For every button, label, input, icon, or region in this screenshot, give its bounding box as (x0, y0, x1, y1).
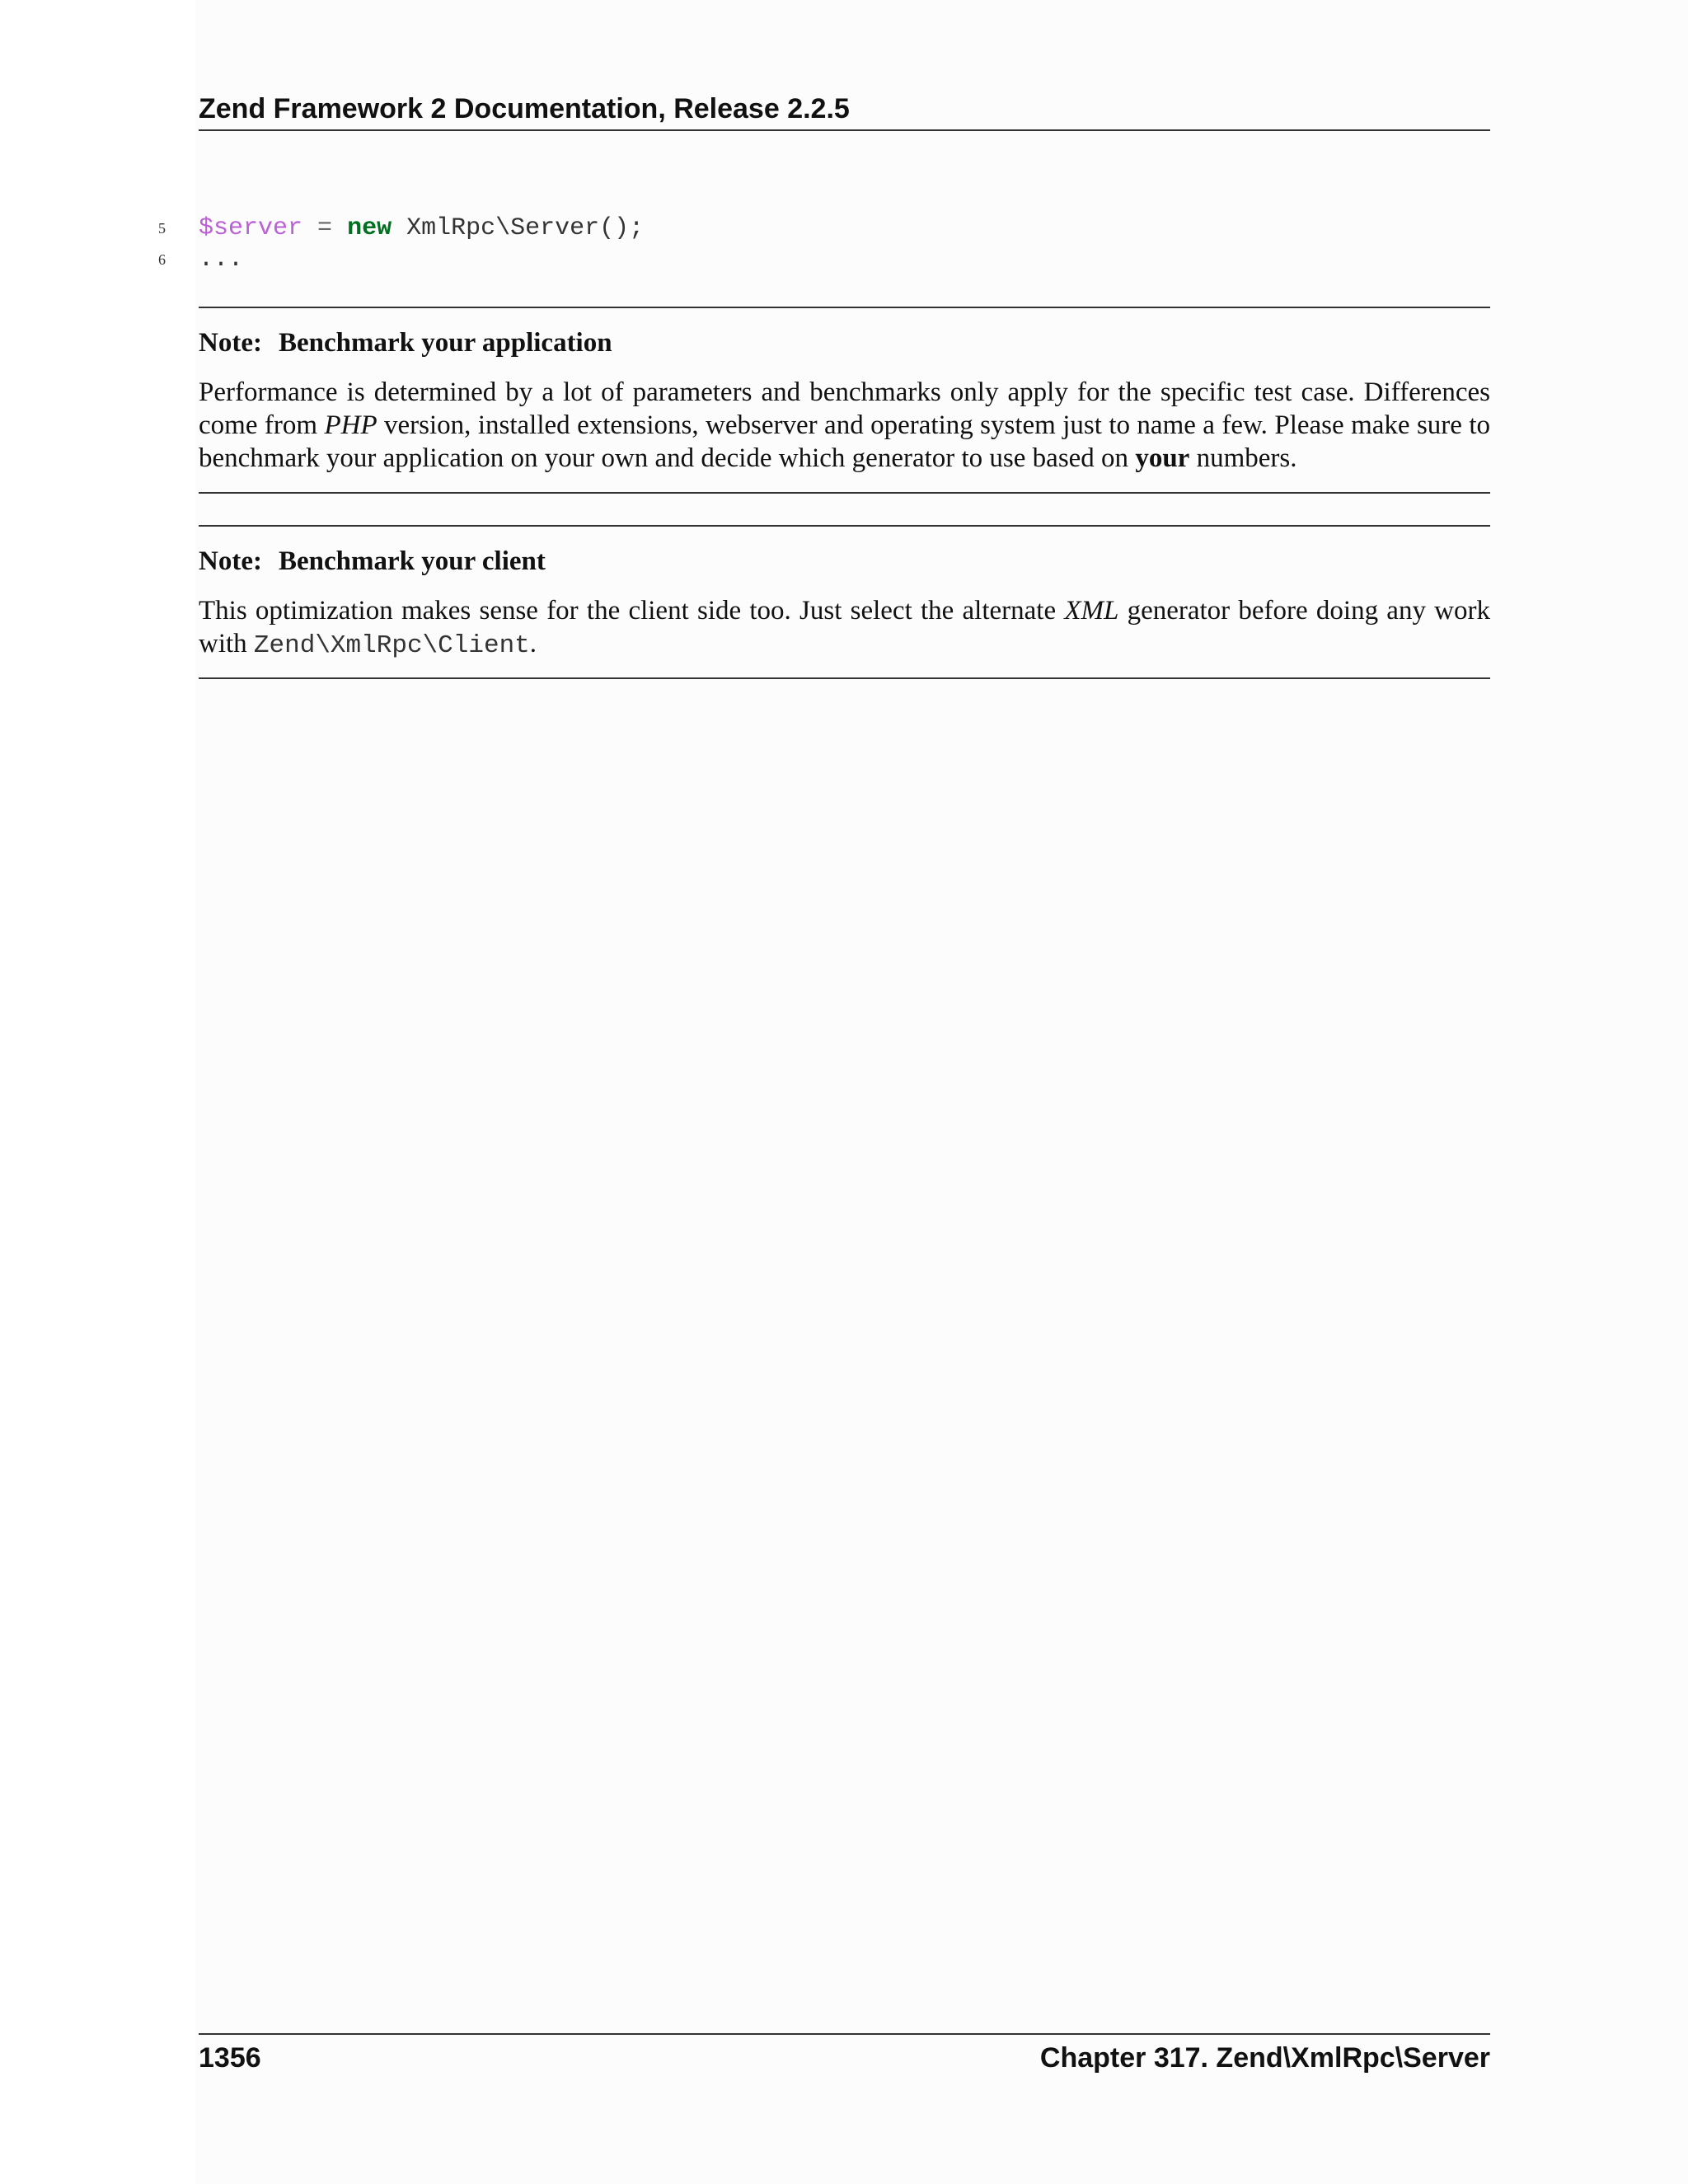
line-number: 6 (158, 251, 166, 268)
note-body (199, 376, 1490, 475)
running-header: Zend Framework 2 Documentation, Release 2.2.5 (199, 93, 850, 124)
note-text: version, installed extensions, webserver and operating system just to name a few. Please make sure to benchmark your application on your own and decide which generator to use based on (199, 410, 1491, 473)
code-block (152, 213, 1490, 275)
note-text: generator before doing any work with (199, 596, 1491, 658)
page-number: 1356 (199, 2042, 261, 2074)
code-text (199, 213, 644, 244)
code-keyword: new (347, 214, 392, 242)
note-text: Performance is determined by a lot of parameters and benchmarks only apply for the specific test case. Differences come from (199, 377, 1490, 440)
page-margin (0, 0, 196, 2184)
note-label: Note: (199, 546, 262, 576)
note-top-rule (199, 525, 1490, 527)
footer-rule (199, 2033, 1490, 2035)
code-plain: XmlRpc\Server(); (392, 214, 645, 242)
code-variable: $server (199, 214, 303, 242)
code-plain: ... (199, 246, 244, 274)
line-number: 5 (158, 220, 166, 237)
note-text: numbers. (1189, 443, 1297, 473)
note-code: Zend\XmlRpc\Client (253, 631, 530, 660)
note-strong: your (1135, 443, 1190, 473)
chapter-title: Chapter 317. Zend\XmlRpc\Server (1039, 2042, 1490, 2074)
code-line (152, 213, 1490, 244)
code-text (199, 244, 243, 275)
note-bottom-rule (199, 677, 1490, 679)
note-body (199, 594, 1490, 663)
note-text: . (529, 629, 537, 658)
note-heading: Benchmark your application (278, 328, 612, 358)
note-title (199, 326, 1490, 359)
note-heading: Benchmark your client (278, 546, 546, 576)
note-label: Note: (199, 328, 262, 358)
code-line (152, 244, 1490, 275)
note-emphasis: PHP (324, 410, 377, 440)
code-operator: = (317, 214, 333, 242)
code-space (302, 214, 317, 242)
note-benchmark-application (199, 326, 1490, 475)
note-emphasis: XML (1064, 596, 1119, 626)
note-text: This optimization makes sense for the client side too. Just select the alternate (199, 596, 1065, 626)
note-bottom-rule (199, 492, 1490, 494)
header-rule (199, 129, 1490, 131)
note-benchmark-client (199, 545, 1490, 663)
code-space (332, 214, 347, 242)
note-title (199, 545, 1490, 578)
note-top-rule (199, 307, 1490, 308)
